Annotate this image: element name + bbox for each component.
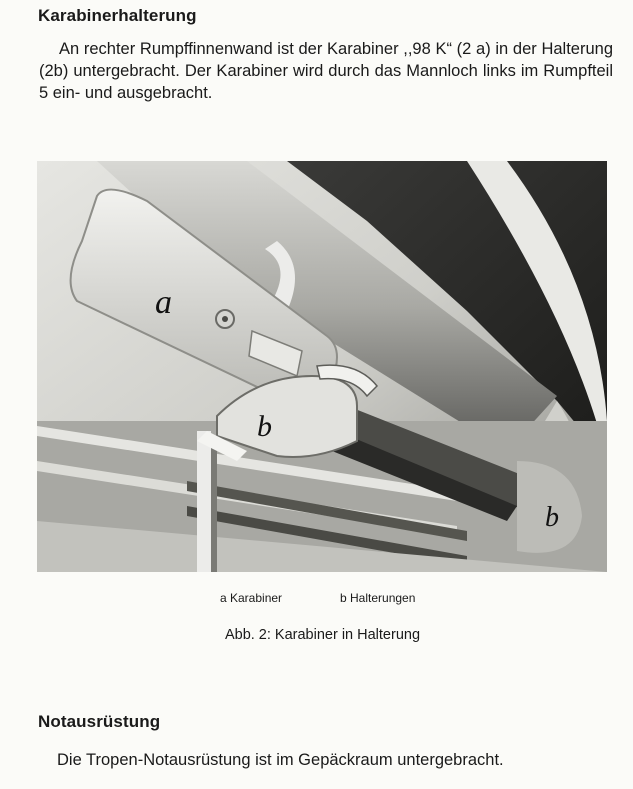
legend-item-a: a Karabiner <box>220 591 283 605</box>
section-paragraph-notausruestung: Die Tropen-Notausrüstung ist im Gepäckraum untergebracht. <box>57 751 504 769</box>
section-heading-karabinerhalterung: Karabinerhalterung <box>38 6 197 25</box>
section-paragraph-karabiner: An rechter Rumpffinnenwand ist der Karabiner ,,98 K“ (2 a) in der Halterung (2b) untergebracht. Der Karabiner wird durch das Mannloch links im Rumpfteil 5 ein- und ausgebracht. <box>39 40 613 102</box>
legend-item-b: b Halterungen <box>340 591 416 605</box>
figure-label-b-rear: b <box>257 410 272 443</box>
figure-label-b-front: b <box>545 502 559 533</box>
figure-photo-carbine-mount <box>37 161 607 572</box>
figure-caption: Abb. 2: Karabiner in Halterung <box>224 627 421 643</box>
figure-label-a: a <box>155 284 172 321</box>
section-heading-notausruestung: Notausrüstung <box>38 712 161 731</box>
